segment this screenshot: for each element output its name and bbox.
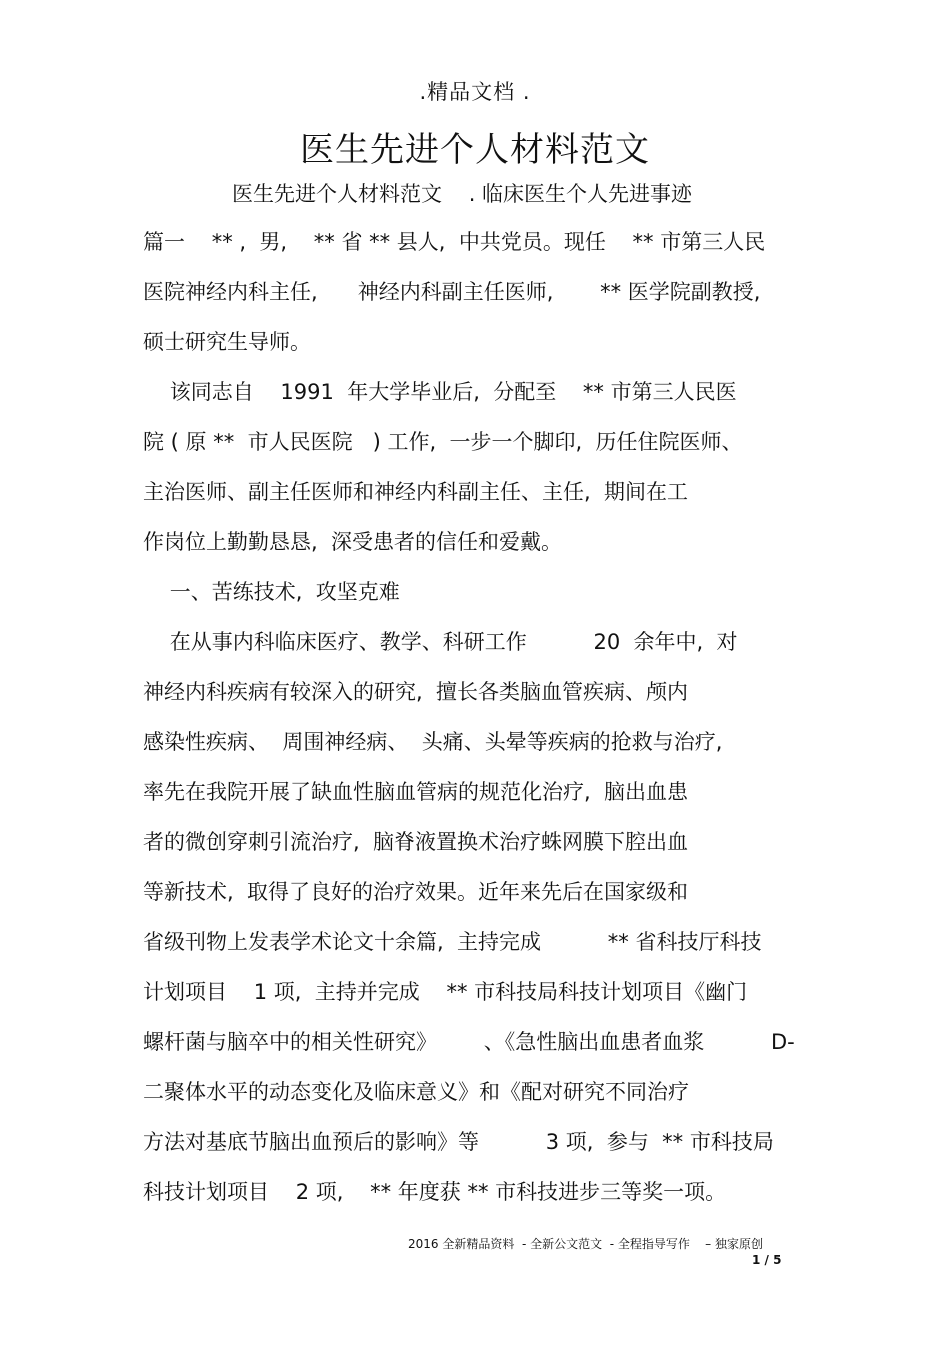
- body-line: 该同志自 1991 年大学毕业后, 分配至 ** 市第三人民医: [143, 380, 737, 404]
- body-line: 主治医师、副主任医师和神经内科副主任、主任, 期间在工: [143, 480, 689, 504]
- body-line: 医院神经内科主任, 神经内科副主任医师, ** 医学院副教授,: [143, 280, 761, 304]
- body-line: 作岗位上勤勤恳恳, 深受患者的信任和爱戴。: [143, 530, 563, 554]
- body-line: 篇一 ** , 男, ** 省 ** 县人, 中共党员。现任 ** 市第三人民: [143, 230, 766, 254]
- page-header: .精品文档 .: [419, 80, 531, 104]
- body-line: 感染性疾病、 周围神经病、 头痛、头晕等疾病的抢救与治疗,: [143, 730, 723, 754]
- document-title: 医生先进个人材料范文: [300, 130, 650, 170]
- body-line: 二聚体水平的动态变化及临床意义》和《配对研究不同治疗: [143, 1080, 689, 1104]
- body-line: 硕士研究生导师。: [143, 330, 311, 354]
- body-line: 等新技术, 取得了良好的治疗效果。近年来先后在国家级和: [143, 880, 689, 904]
- body-line: 科技计划项目 2 项, ** 年度获 ** 市科技进步三等奖一项。: [143, 1180, 727, 1204]
- footer-text: 2016 全新精品资料 - 全新公文范文 - 全程指导写作 – 独家原创: [408, 1237, 763, 1251]
- body-line: 螺杆菌与脑卒中的相关性研究》 、《急性脑出血患者血浆 D-: [143, 1030, 795, 1054]
- page-number: 1 / 5: [752, 1253, 782, 1267]
- document-subtitle: 医生先进个人材料范文 . 临床医生个人先进事迹: [232, 182, 693, 206]
- body-line: 方法对基底节脑出血预后的影响》等 3 项, 参与 ** 市科技局: [143, 1130, 774, 1154]
- body-line: 计划项目 1 项, 主持并完成 ** 市科技局科技计划项目《幽门: [143, 980, 748, 1004]
- body-line: 者的微创穿刺引流治疗, 脑脊液置换术治疗蛛网膜下腔出血: [143, 830, 689, 854]
- body-line: 率先在我院开展了缺血性脑血管病的规范化治疗, 脑出血患: [143, 780, 689, 804]
- body-line: 省级刊物上发表学术论文十余篇, 主持完成 ** 省科技厅科技: [143, 930, 762, 954]
- body-line: 院 ( 原 ** 市人民医院 ) 工作, 一步一个脚印, 历任住院医师、: [143, 430, 743, 454]
- section-heading: 一、苦练技术, 攻坚克难: [143, 580, 400, 604]
- body-line: 在从事内科临床医疗、教学、科研工作 20 余年中, 对: [143, 630, 738, 654]
- body-line: 神经内科疾病有较深入的研究, 擅长各类脑血管疾病、颅内: [143, 680, 689, 704]
